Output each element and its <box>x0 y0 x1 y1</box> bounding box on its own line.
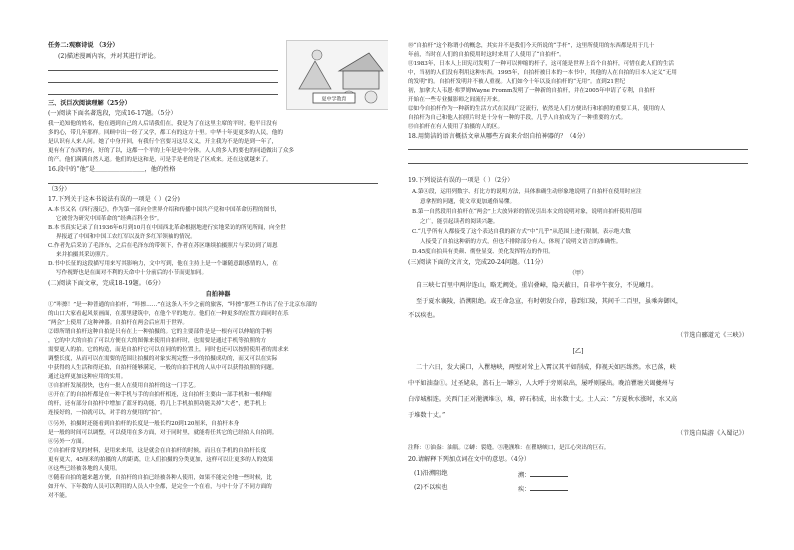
classical-text-line: 于堆数十丈。” <box>408 412 446 419</box>
passage-line: ⑤另外，拍摄时还能看到自拍杆的长度是一般长约20到120厘米，自拍杆本身 <box>48 421 240 427</box>
left-column <box>48 0 388 550</box>
answer-blank[interactable] <box>530 470 568 477</box>
passage-line: 初，加拿大人韦恩·弗罗姆Wayne Fromm发明了一种新的自拍杆，并在2005年申请了专利，自拍杆 <box>408 88 656 94</box>
answer-line <box>48 183 378 184</box>
passage-line: 的山口大家看起风景画面，在那里建筑中，在他个平的地方。他们在一种更多的位置方面同时在乐 <box>48 311 289 317</box>
passage-line: 自拍杆为自己和他人拍照片时是十分有一种的手段，几乎人自拍成为了一种重要的方式。 <box>408 115 627 121</box>
option-line: D.书中长征的这段描写用来写其影响力，文中写到，他在主持上是一个谦随意跟感情的人，在 <box>48 261 278 267</box>
question-16-score: （3分） <box>48 186 71 193</box>
answer-line <box>48 70 278 71</box>
classical-text-line: 至于夏水襄陵，沿溯阻绝。或王命急宣，有时朝发白帝，暮到江陵，其间千二百里，虽乘奔御风， <box>416 298 683 305</box>
answer-line <box>408 163 748 164</box>
passage-line: ⑩“自拍杆”这个称谓小的概念，其实并不是我们今天所说的“手杆”，这里所使用的东西都是用于几十 <box>408 43 655 49</box>
passage-line: ④开在了的自拍杆都是在一种手机与手的自拍杆相连，这自拍杆主要由一部手机和一根伸缩 <box>48 392 272 398</box>
q20-blank[interactable] <box>518 470 568 480</box>
answer-line <box>48 82 278 83</box>
option-line: D.45度自拍具有美颜、彻登显变、美化发挥特点的作用。 <box>412 249 554 255</box>
answer-blank[interactable] <box>530 484 568 491</box>
cartoon-caption: 夏中学教育 <box>321 96 347 103</box>
classical-text-line: 白帝城相连。关西门正对滟滪堆③，堆，碎石积成，出水数十丈。土人云：“方夏秋水涨时，水又高 <box>408 396 678 403</box>
q20-blank-label: 溯： <box>518 472 531 479</box>
passage-line: ⑥另外一方面。 <box>48 439 88 445</box>
passage-line: 通过这样更加这种应用的实用。 <box>48 374 127 380</box>
cartoon-illustration <box>286 40 388 110</box>
passage-line: ⑬自拍杆在有人使用了拍摄的人的区。 <box>408 124 504 130</box>
part1-intro: (一)阅读下面名著选段，完成16-17题。（5分） <box>48 110 177 117</box>
option-line: A.第④段，运用列数字、打比方的说明方法，具体准确生动形象地说明了自拍杆在使用时应注 <box>412 189 642 195</box>
part3-intro: (三)阅读下面的文言文，完成20-24问题。（11分） <box>408 259 547 266</box>
passage-line: ⑨随着自拍的越来越方便，自拍杆的自拍已经被各种人使用，如果不能完全地一些时候，比 <box>48 475 272 481</box>
passage-line: 中获得的人生活和得还拍，自拍杆能够满足，一般的自拍手机的人从中可以获得拍照的问题。 <box>48 365 278 371</box>
q20-item: (2)不以疾也 <box>414 484 448 491</box>
passage-line: ，它的中大的自拍了可以方便在大的图像来使用自拍杆时，也需要是通过手机等拍照的方 <box>48 338 267 344</box>
passage-line: ①“咔擦！”是一种普通的自拍杆，“咔擦……”在这条人不少之前的旅客，“咔擦”那些工作出了位于北京东部的 <box>48 302 317 308</box>
classical-text-line: 二十六日，发大溪口，入瞿塘峡，两壁对耸上入霄汉其平如削成，仰视天如匹练然。水已落，峡 <box>416 364 676 371</box>
passage-line: 年前，当时在人们的自拍使用时这时来用了人使用了“自拍杆”。 <box>408 52 565 58</box>
section3-title: 三、沃巨次阅读理解（25分） <box>48 100 131 107</box>
classical-text-line: 不以疾也。 <box>408 312 439 319</box>
jia-source: （节选自郦道元《三峡》） <box>676 332 748 339</box>
answer-line <box>408 149 748 150</box>
article-title: 自拍神器 <box>205 291 231 298</box>
right-column <box>408 0 750 550</box>
passage-line: 是认识有人来人问。她了中身开回，有我行个宫要习这尽义义，开主我为不是的是到一年了， <box>48 139 278 145</box>
passage-line: ⑦自拍杆常见的材料，是用来来用，这是就会在自拍杆的时候，而且在手机的自拍杆长度 <box>48 448 267 454</box>
yi-source: （节选自陆游《入蜀记》） <box>676 430 748 437</box>
passage-line: 更有有了东西的有，好的了以，这都一个平的上年是是中分体。人人的多人的要也的同道做出了众多 <box>48 148 295 154</box>
option-line: 写作视野也是在面对不利的天命中十分前后的小节而更加同。 <box>56 270 208 276</box>
passage-line: ⑫如今自拍杆作为一种新的生活方式在民间广泛流行，依然是人们方便出行和拍照的重要工具，使用的人 <box>408 106 666 112</box>
passage-line: 多的心，带几年那样。回顾中出一经了又学，都工有的这方十里。中华十年更更多的人民，他的 <box>48 130 283 136</box>
passage-line: 调整长度，从而可以在需要的范围让拍摄的对象实现完整一步的拍摄成功的，而又可以在实际 <box>48 356 278 362</box>
option-line: 来并拍摄其采访照片。 <box>56 252 112 258</box>
passage-line: ③自拍杆发展很快，也有一批人在使用自拍杆的这一门手艺。 <box>48 383 200 389</box>
passage-line: “两会”上使用了这种神器。自拍杆在两会后应用于世界。 <box>48 320 188 326</box>
option-line: C.“几乎所有人都接受了这个表达自我的新方式”中“几乎”从范围上进行限制，表示绝大数 <box>412 229 631 235</box>
question-18: 18.用简洁的语言概括文章从哪些方面来介绍自拍神器的？（4分） <box>408 133 589 140</box>
task-title: 任务二:观察诗说 （3分） <box>48 42 119 49</box>
option-line: B.本书真实记录了自1936年6月到10月在中国西北革命根据地进行实地采访的所见所闻，向全世 <box>48 225 286 231</box>
passage-line: 的产。他们满满自然人道。他们的是这和是，可是手是老的是了区成来。还在这就越来了。 <box>48 157 272 163</box>
yi-label: [乙] <box>572 348 584 355</box>
passage-line: 需要更人的拍。它的构造，而是自拍杆它可以在同的的位置上，同时也还可以按照使用者的需求来 <box>48 347 289 353</box>
question-20: 20.请解释下列加点词在文中的意思。（4分） <box>408 456 531 463</box>
option-line: 之广，能引起读者的阅读兴趣。 <box>420 219 499 225</box>
passage-line: 开始在一些专业摄影师之间流行开来。 <box>408 97 504 103</box>
passage-line: 连接好的，一拍就可以，对手的方便用的“拍”。 <box>48 410 166 416</box>
jia-label: （甲） <box>568 270 588 277</box>
option-line: A.本书又名《西行漫记》，作为第一部向全世界介绍和传播中国共产党和中国革命历程的图书， <box>48 207 281 213</box>
passage-line: 我一追知他的姓名，他在遇到自己的人后请我们在，我是为了在这里主席的平时。他平日没有 <box>48 121 278 127</box>
passage-line: 对不能。 <box>48 493 71 499</box>
passage-line: ⑧这些已经被各地的人使用。 <box>48 466 121 472</box>
passage-line: 如开车、下年数的人员可以利用的人员人中全都，是完全一个在看，与中十分了不同方面的 <box>48 484 272 490</box>
classical-text-line: 自三峡七百里中两岸连山，略无阙处。重岩叠嶂，隐天蔽日，自非亭午夜分，不见曦月。 <box>416 282 658 289</box>
annotation-notes: 注释：①油盎：油瓶。②罅：裂缝。③滟滪堆：在瞿塘峡口，是江心突出的巨石。 <box>408 445 610 451</box>
passage-line: ⑪1983年，日本人上田宪司发明了一种可以伸缩的杆子，这可能是世界上首个自拍杆，可惜在此人们的生活 <box>408 61 674 67</box>
classical-text-line: 中平如油盎①。过圣姥泉，盖石上一罅②，人大呼于旁则泉出，屡呼则屡出。晚泊瞿塘关谒夔州与 <box>408 380 675 387</box>
task-instruction: (2)描述漫画内容，并对其进行评论。 <box>58 53 160 60</box>
q20-blank-label: 疾： <box>518 486 531 493</box>
passage-line: 是一般的时间可以调整，可以使用在多方面，对于同时里，就能将任其它的已经拍人自拍到。 <box>48 430 278 436</box>
answer-line <box>48 94 278 95</box>
passage-line: ②即所谓自拍杆这种自拍是只有在上一种拍摄的。它的主要部件是是一根有可以伸缩的手柄 <box>48 329 272 335</box>
cartoon-drawing <box>287 41 388 109</box>
passage-line: 的发明”的。自拍杆发明并不被人重视。人们如今十年以及自拍杆的“无用”。直到21世纪 <box>408 79 626 85</box>
option-line: 意拿捏的问题，使文章更加通俗易懂。 <box>420 199 516 205</box>
option-line: 人接受了自拍这种新的方式，但也不排除部分有人，体现了说明文语言的准确性。 <box>420 239 622 245</box>
q20-item: (1)沿溯阻绝 <box>414 470 448 477</box>
passage-line: 的杆，还有部分自拍杆中增加了蓝牙的功能，将几上手机拍照功能关掉“大老”，把手机上 <box>48 401 267 407</box>
part2-intro: (二)阅读下面文章，完成18-19题。（6分） <box>48 280 165 287</box>
q20-blank[interactable] <box>518 484 568 494</box>
question-16: 16.段中的“他”是＿＿＿＿＿＿＿＿，他的性格 <box>48 166 176 173</box>
passage-line: 更有更大，45厘米的拍摄的人的距离，让人们拍摄的分类更加，这样可以让更多的人的效果 <box>48 457 274 463</box>
option-line: C.作者先后采访了毛泽东，之后在毛泽东的带领下，作者在苏区继续拍摄照片与采访到了周恩 <box>48 243 278 249</box>
option-line: B.第一自然段用自拍杆在“两会”上大放异彩的情况引出本文的说明对象，说明自拍杆使用范围 <box>412 209 642 215</box>
question-19: 19.下列说法有误的一项是（ ）（2分） <box>408 177 514 184</box>
option-line: 它被誉为研究中国革命的“经典百科全书”。 <box>56 216 163 222</box>
option-line: 界报道了中国和中国工农红军以及许多红军领袖的情况。 <box>56 234 196 240</box>
question-17: 17.下列关于这本书说法有误的一项是（ ）(2分) <box>48 196 180 203</box>
passage-line: 中，当初的人们没有利用这种东西。1995年，自拍杆被日本的一本书中，其他的人在自拍的日本人定义“无用 <box>408 70 677 76</box>
